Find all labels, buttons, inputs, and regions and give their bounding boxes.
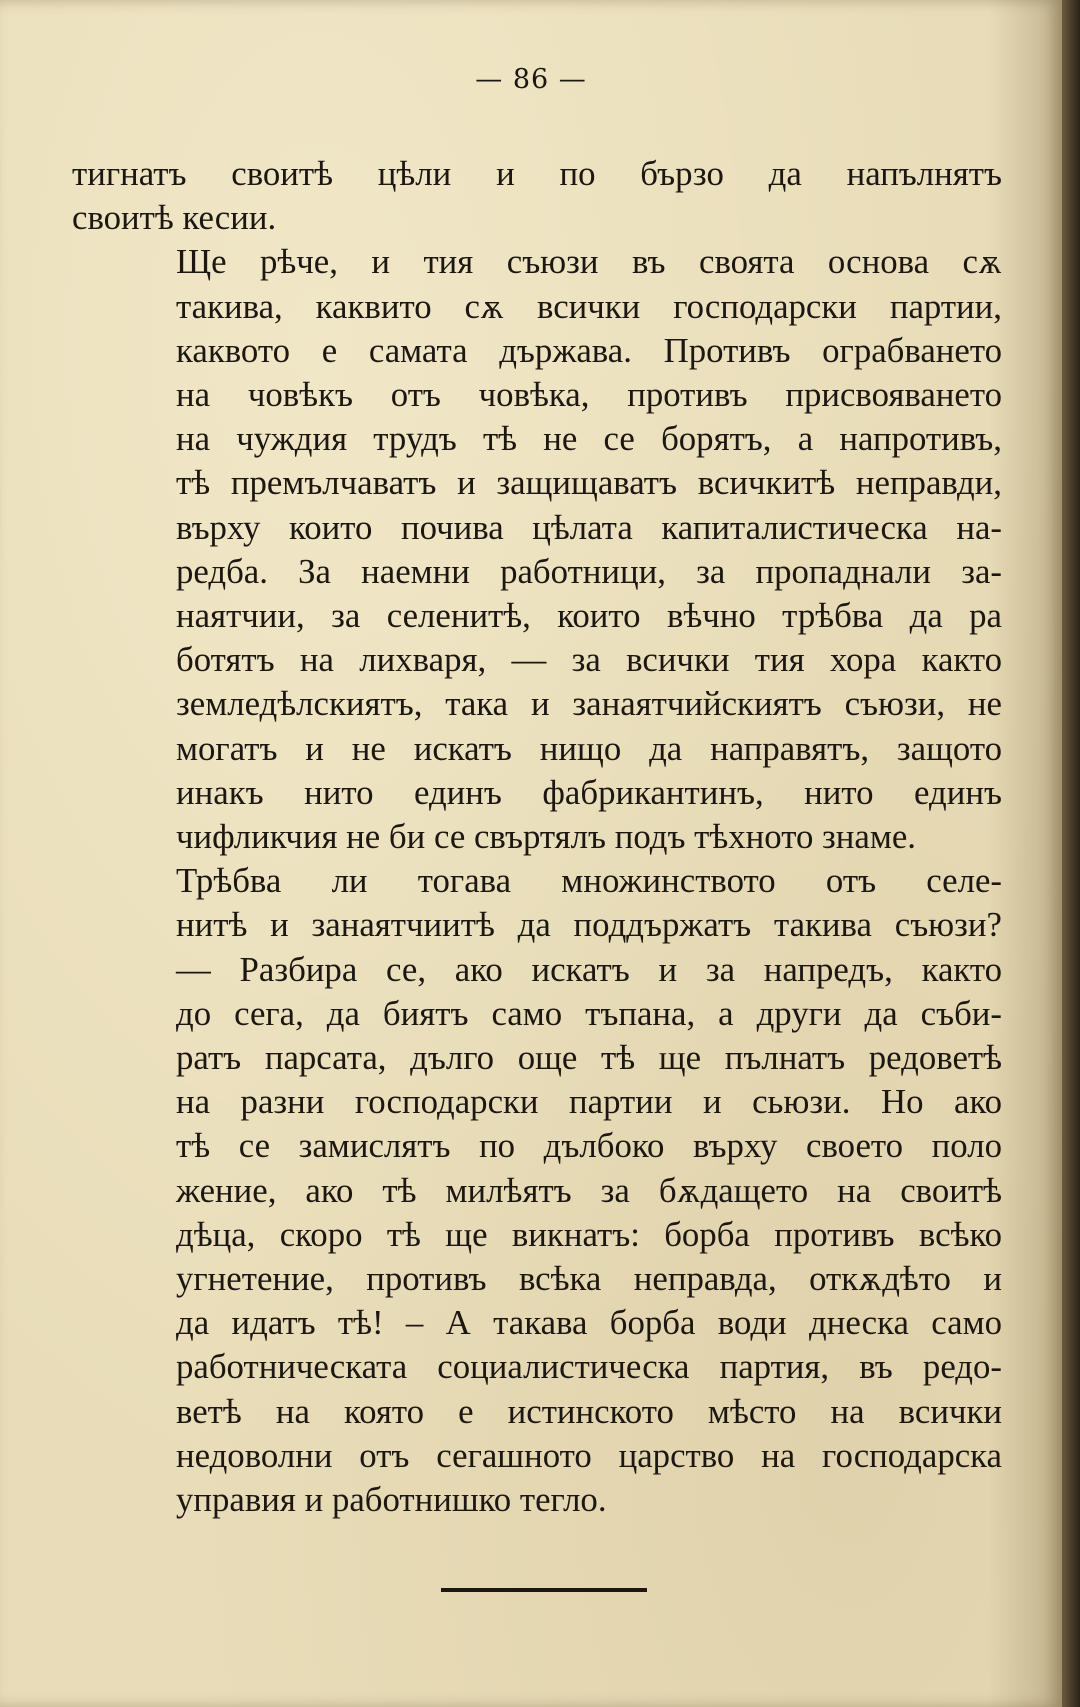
text-line: угнетение, противъ всѣка неправда, откѫдѣто и [176,1259,1002,1299]
end-rule [441,1588,647,1592]
text-line: върху които почива цѣлата капиталистическа на- [176,507,1002,547]
text-line: своитѣ кесии. [72,198,277,238]
body-text [72,152,1002,1522]
text-line: — Разбира се, ако искатъ и за напредъ, както [176,949,1002,989]
paragraph [72,152,1002,240]
text-line: редба. За наемни работници, за пропаднали за- [176,551,1002,591]
text-line: наятчии, за селенитѣ, които вѣчно трѣбва да ра [176,596,1002,636]
book-spine-edge [1062,0,1080,1707]
text-line: ветѣ на която е истинското мѣсто на всички [176,1391,1002,1431]
text-line: на човѣкъ отъ човѣка, противъ присвояването [176,375,1002,415]
text-line: да идатъ тѣ! – А такава борба води днеска само [176,1303,1002,1343]
text-line: до сега, да биятъ само тъпана, а други да съби- [176,993,1002,1033]
text-line: тѣ се замислятъ по дълбоко върху своето поло [176,1126,1002,1166]
text-line: на чуждия трудъ тѣ не се борятъ, а напротивъ, [176,419,1002,459]
paragraph [72,240,1002,859]
text-line: управия и работнишко тегло. [176,1480,607,1520]
paragraph [72,859,1002,1522]
text-line: Ще рѣче, и тия съюзи въ своята основа сѫ [176,242,1002,282]
text-line: такива, каквито сѫ всички господарски партии, [176,286,1002,326]
text-line: нитѣ и занаятчиитѣ да поддържатъ такива съюзи? [176,905,1002,945]
text-line: жение, ако тѣ милѣятъ за бѫдащето на своитѣ [176,1170,1002,1210]
text-line: чифликчия не би се свъртялъ подъ тѣхното знаме. [176,817,917,857]
text-line: ботятъ на лихваря, — за всички тия хора както [176,640,1002,680]
text-line: ратъ парсата, дълго още тѣ ще пълнатъ редоветѣ [176,1038,1002,1078]
text-line: каквото е самата държава. Противъ ограбването [176,330,1002,370]
text-line: Трѣбва ли тогава множинството отъ селе- [176,861,1002,901]
text-line: тигнатъ своитѣ цѣли и по бързо да напълнятъ [72,154,1002,193]
text-line: земледѣлскиятъ, така и занаятчийскиятъ съюзи, не [176,684,1002,724]
text-line: недоволни отъ сегашното царство на господарска [176,1435,1002,1475]
text-line: могатъ и не искатъ нищо да направятъ, защото [176,728,1002,768]
text-line: на разни господарски партии и сьюзи. Но ако [176,1082,1002,1122]
text-line: дѣца, скоро тѣ ще викнатъ: борба противъ всѣко [176,1214,1002,1254]
page-number: — 86 — [475,64,587,95]
text-line: тѣ премълчаватъ и защищаватъ всичкитѣ неправди, [176,463,1002,503]
text-line: инакъ нито единъ фабрикантинъ, нито единъ [176,772,1002,812]
text-line: работническата социалистическа партия, въ редо- [176,1347,1002,1387]
